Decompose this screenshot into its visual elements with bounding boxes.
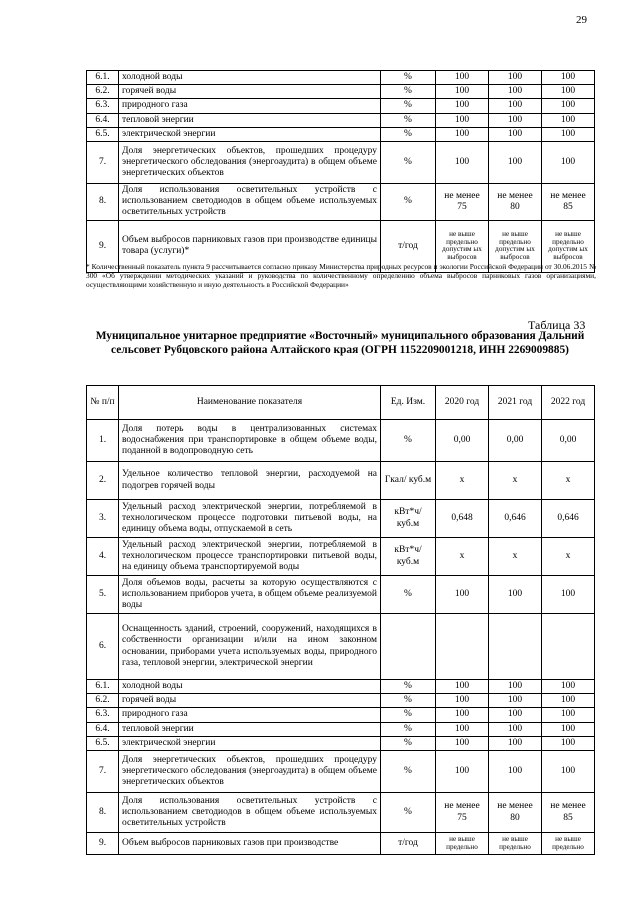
value-2021: 100 [489,99,542,113]
table-row [87,614,595,680]
row-number: 6.5. [87,127,119,141]
table-row [87,462,595,500]
indicator-name: холодной воды [119,71,381,85]
header-year-2022: 2022 год [542,386,595,420]
value-2021: 100 [489,694,542,708]
value-2020: х [436,538,489,576]
indicator-name: горячей воды [119,694,381,708]
value-2021: х [489,538,542,576]
row-number: 6.1. [87,71,119,85]
indicator-name: Удельное количество тепловой энергии, расходуемой на подогрев горячей воды [119,462,381,500]
row-number: 1. [87,420,119,462]
value-2022: 100 [542,113,595,127]
value-2022: 100 [542,142,595,184]
value-2021: не выше предельно допустим ых выбросов [489,220,542,272]
value-2022: 100 [542,127,595,141]
indicator-name: Доля потерь воды в централизованных системах водоснабжения при транспортировке в общем объеме воды, поданной в водопроводную сеть [119,420,381,462]
value-2020: не менее 75 [436,793,489,833]
value-2021 [489,614,542,680]
unit: % [381,576,436,614]
table-row [87,736,595,750]
indicator-name: электрической энергии [119,127,381,141]
row-number: 6.3. [87,99,119,113]
value-2022: 0,646 [542,500,595,538]
row-number: 4. [87,538,119,576]
table-row [87,751,595,793]
row-number: 5. [87,576,119,614]
table-row [87,142,595,184]
table-row [87,680,595,694]
unit: кВт*ч/ куб.м [381,538,436,576]
unit: % [381,420,436,462]
value-2022: 100 [542,680,595,694]
row-number: 6.2. [87,694,119,708]
value-2022: 100 [542,85,595,99]
value-2022: 100 [542,751,595,793]
value-2020: 100 [436,127,489,141]
indicator-name: Удельный расход электрической энергии, потребляемой в технологическом процессе подготовки питьевой воды, на единицу объема воды, отпускаемой в сеть [119,500,381,538]
value-2022: 100 [542,99,595,113]
header-unit: Ед. Изм. [381,386,436,420]
indicator-name: холодной воды [119,680,381,694]
unit: % [381,142,436,184]
value-2020: 100 [436,751,489,793]
value-2022: 100 [542,576,595,614]
page-number: 29 [576,14,587,26]
table-number: Таблица 33 [528,318,586,332]
header-name: Наименование показателя [119,386,381,420]
unit: т/год [381,833,436,855]
unit: % [381,85,436,99]
value-2022: не выше предельно [542,833,595,855]
table-row [87,708,595,722]
table-row [87,113,595,127]
indicator-name: Доля объемов воды, расчеты за которую осуществляются с использованием приборов учета, в общем объеме реализуемой воды [119,576,381,614]
value-2020: 100 [436,680,489,694]
value-2020: 100 [436,99,489,113]
value-2020: не выше предельно допустим ых выбросов [436,220,489,272]
value-2020: 100 [436,71,489,85]
value-2022: х [542,538,595,576]
value-2022: не менее 85 [542,184,595,221]
value-2021: не менее 80 [489,793,542,833]
table-row [87,85,595,99]
value-2021: 100 [489,142,542,184]
value-2021: 100 [489,736,542,750]
unit: т/год [381,220,436,272]
value-2020: 100 [436,576,489,614]
indicator-name: Объем выбросов парниковых газов при производстве [119,833,381,855]
value-2022: 0,00 [542,420,595,462]
value-2020: 100 [436,113,489,127]
indicator-name: Доля использования осветительных устройств с использованием светодиодов в общем объеме используемых осветительных устройств [119,793,381,833]
row-number: 6.2. [87,85,119,99]
row-number: 9. [87,833,119,855]
unit: % [381,99,436,113]
value-2021: 100 [489,722,542,736]
row-number: 6.5. [87,736,119,750]
table-row [87,184,595,221]
value-2021: 100 [489,127,542,141]
value-2022: 100 [542,71,595,85]
unit: % [381,793,436,833]
indicator-name: тепловой энергии [119,722,381,736]
value-2021: 100 [489,708,542,722]
table-row [87,722,595,736]
value-2020: 100 [436,694,489,708]
value-2022: 100 [542,736,595,750]
unit: % [381,736,436,750]
header-row [87,386,595,420]
unit: % [381,722,436,736]
table-row [87,793,595,833]
row-number: 9. [87,220,119,272]
unit: % [381,113,436,127]
value-2020: 0,00 [436,420,489,462]
indicator-name: Доля энергетических объектов, прошедших процедуру энергетического обследования (энергоаудита) в общем объеме энергетических объектов [119,751,381,793]
value-2022: не менее 85 [542,793,595,833]
unit: % [381,680,436,694]
indicator-name: природного газа [119,99,381,113]
indicator-name: Доля энергетических объектов, прошедших процедуру энергетического обследования (энергоаудита) в общем объеме энергетических объектов [119,142,381,184]
unit: % [381,694,436,708]
value-2022: 100 [542,708,595,722]
table-row [87,694,595,708]
value-2022: 100 [542,694,595,708]
unit: % [381,708,436,722]
table-row [87,420,595,462]
row-number: 6. [87,614,119,680]
table-row [87,833,595,855]
value-2022: 100 [542,722,595,736]
value-2020: не выше предельно [436,833,489,855]
value-2022 [542,614,595,680]
value-2021: 100 [489,680,542,694]
unit: % [381,127,436,141]
unit: % [381,751,436,793]
value-2021: 100 [489,113,542,127]
footnote: * Количественный показатель пункта 9 рассчитывается согласно приказу Министерства природных ресурсов и экологии Российской Федерации от 30.06.2015 № 300 «Об утверждении методических указаний и руководства по количественному определению объема выбросов парниковых газов организациями, осуществляющими хозяйственную и иную деятельность в Российской Федерации» [86,262,596,290]
value-2022: не выше предельно допустим ых выбросов [542,220,595,272]
value-2020: 0,648 [436,500,489,538]
table-row [87,500,595,538]
row-number: 8. [87,793,119,833]
value-2020: 100 [436,708,489,722]
main-indicators-table [86,385,595,855]
value-2021: 100 [489,71,542,85]
row-number: 2. [87,462,119,500]
table-row [87,99,595,113]
value-2021: 0,646 [489,500,542,538]
row-number: 6.4. [87,113,119,127]
value-2021: 100 [489,85,542,99]
row-number: 6.1. [87,680,119,694]
value-2020: не менее 75 [436,184,489,221]
indicator-name: Доля использования осветительных устройств с использованием светодиодов в общем объеме используемых осветительных устройств [119,184,381,221]
row-number: 6.4. [87,722,119,736]
indicator-name: Удельный расход электрической энергии, потребляемой в технологическом процессе транспортировки питьевой воды, на единицу объема транспортируемой воды [119,538,381,576]
value-2020: 100 [436,85,489,99]
row-number: 8. [87,184,119,221]
header-year-2021: 2021 год [489,386,542,420]
top-indicators-table [86,70,595,273]
table-row [87,538,595,576]
indicator-name: Объем выбросов парниковых газов при производстве единицы товара (услуги)* [119,220,381,272]
table-row [87,71,595,85]
unit [381,614,436,680]
unit: кВт*ч/ куб.м [381,500,436,538]
value-2020: х [436,462,489,500]
row-number: 6.3. [87,708,119,722]
indicator-name: электрической энергии [119,736,381,750]
value-2020: 100 [436,142,489,184]
value-2020 [436,614,489,680]
table-row [87,127,595,141]
value-2021: 100 [489,576,542,614]
table-title: Муниципальное унитарное предприятие «Восточный» муниципального образования Дальний сельсовет Рубцовского района Алтайского края (ОГРН 1152209001218, ИНН 2269009885) [95,330,585,356]
value-2021: не менее 80 [489,184,542,221]
indicator-name: природного газа [119,708,381,722]
unit: % [381,71,436,85]
unit: % [381,184,436,221]
row-number: 7. [87,142,119,184]
indicator-name: горячей воды [119,85,381,99]
indicator-name: Оснащенность зданий, строений, сооружений, находящихся в собственности организации и/или на ином законном основании, приборами учета используемых воды, природного газа, тепловой энергии, электрической энергии [119,614,381,680]
value-2020: 100 [436,736,489,750]
row-number: 7. [87,751,119,793]
table-row [87,576,595,614]
value-2022: х [542,462,595,500]
header-year-2020: 2020 год [436,386,489,420]
indicator-name: тепловой энергии [119,113,381,127]
value-2021: х [489,462,542,500]
unit: Гкал/ куб.м [381,462,436,500]
value-2021: не выше предельно [489,833,542,855]
value-2021: 100 [489,751,542,793]
value-2021: 0,00 [489,420,542,462]
header-number: № п/п [87,386,119,420]
row-number: 3. [87,500,119,538]
value-2020: 100 [436,722,489,736]
